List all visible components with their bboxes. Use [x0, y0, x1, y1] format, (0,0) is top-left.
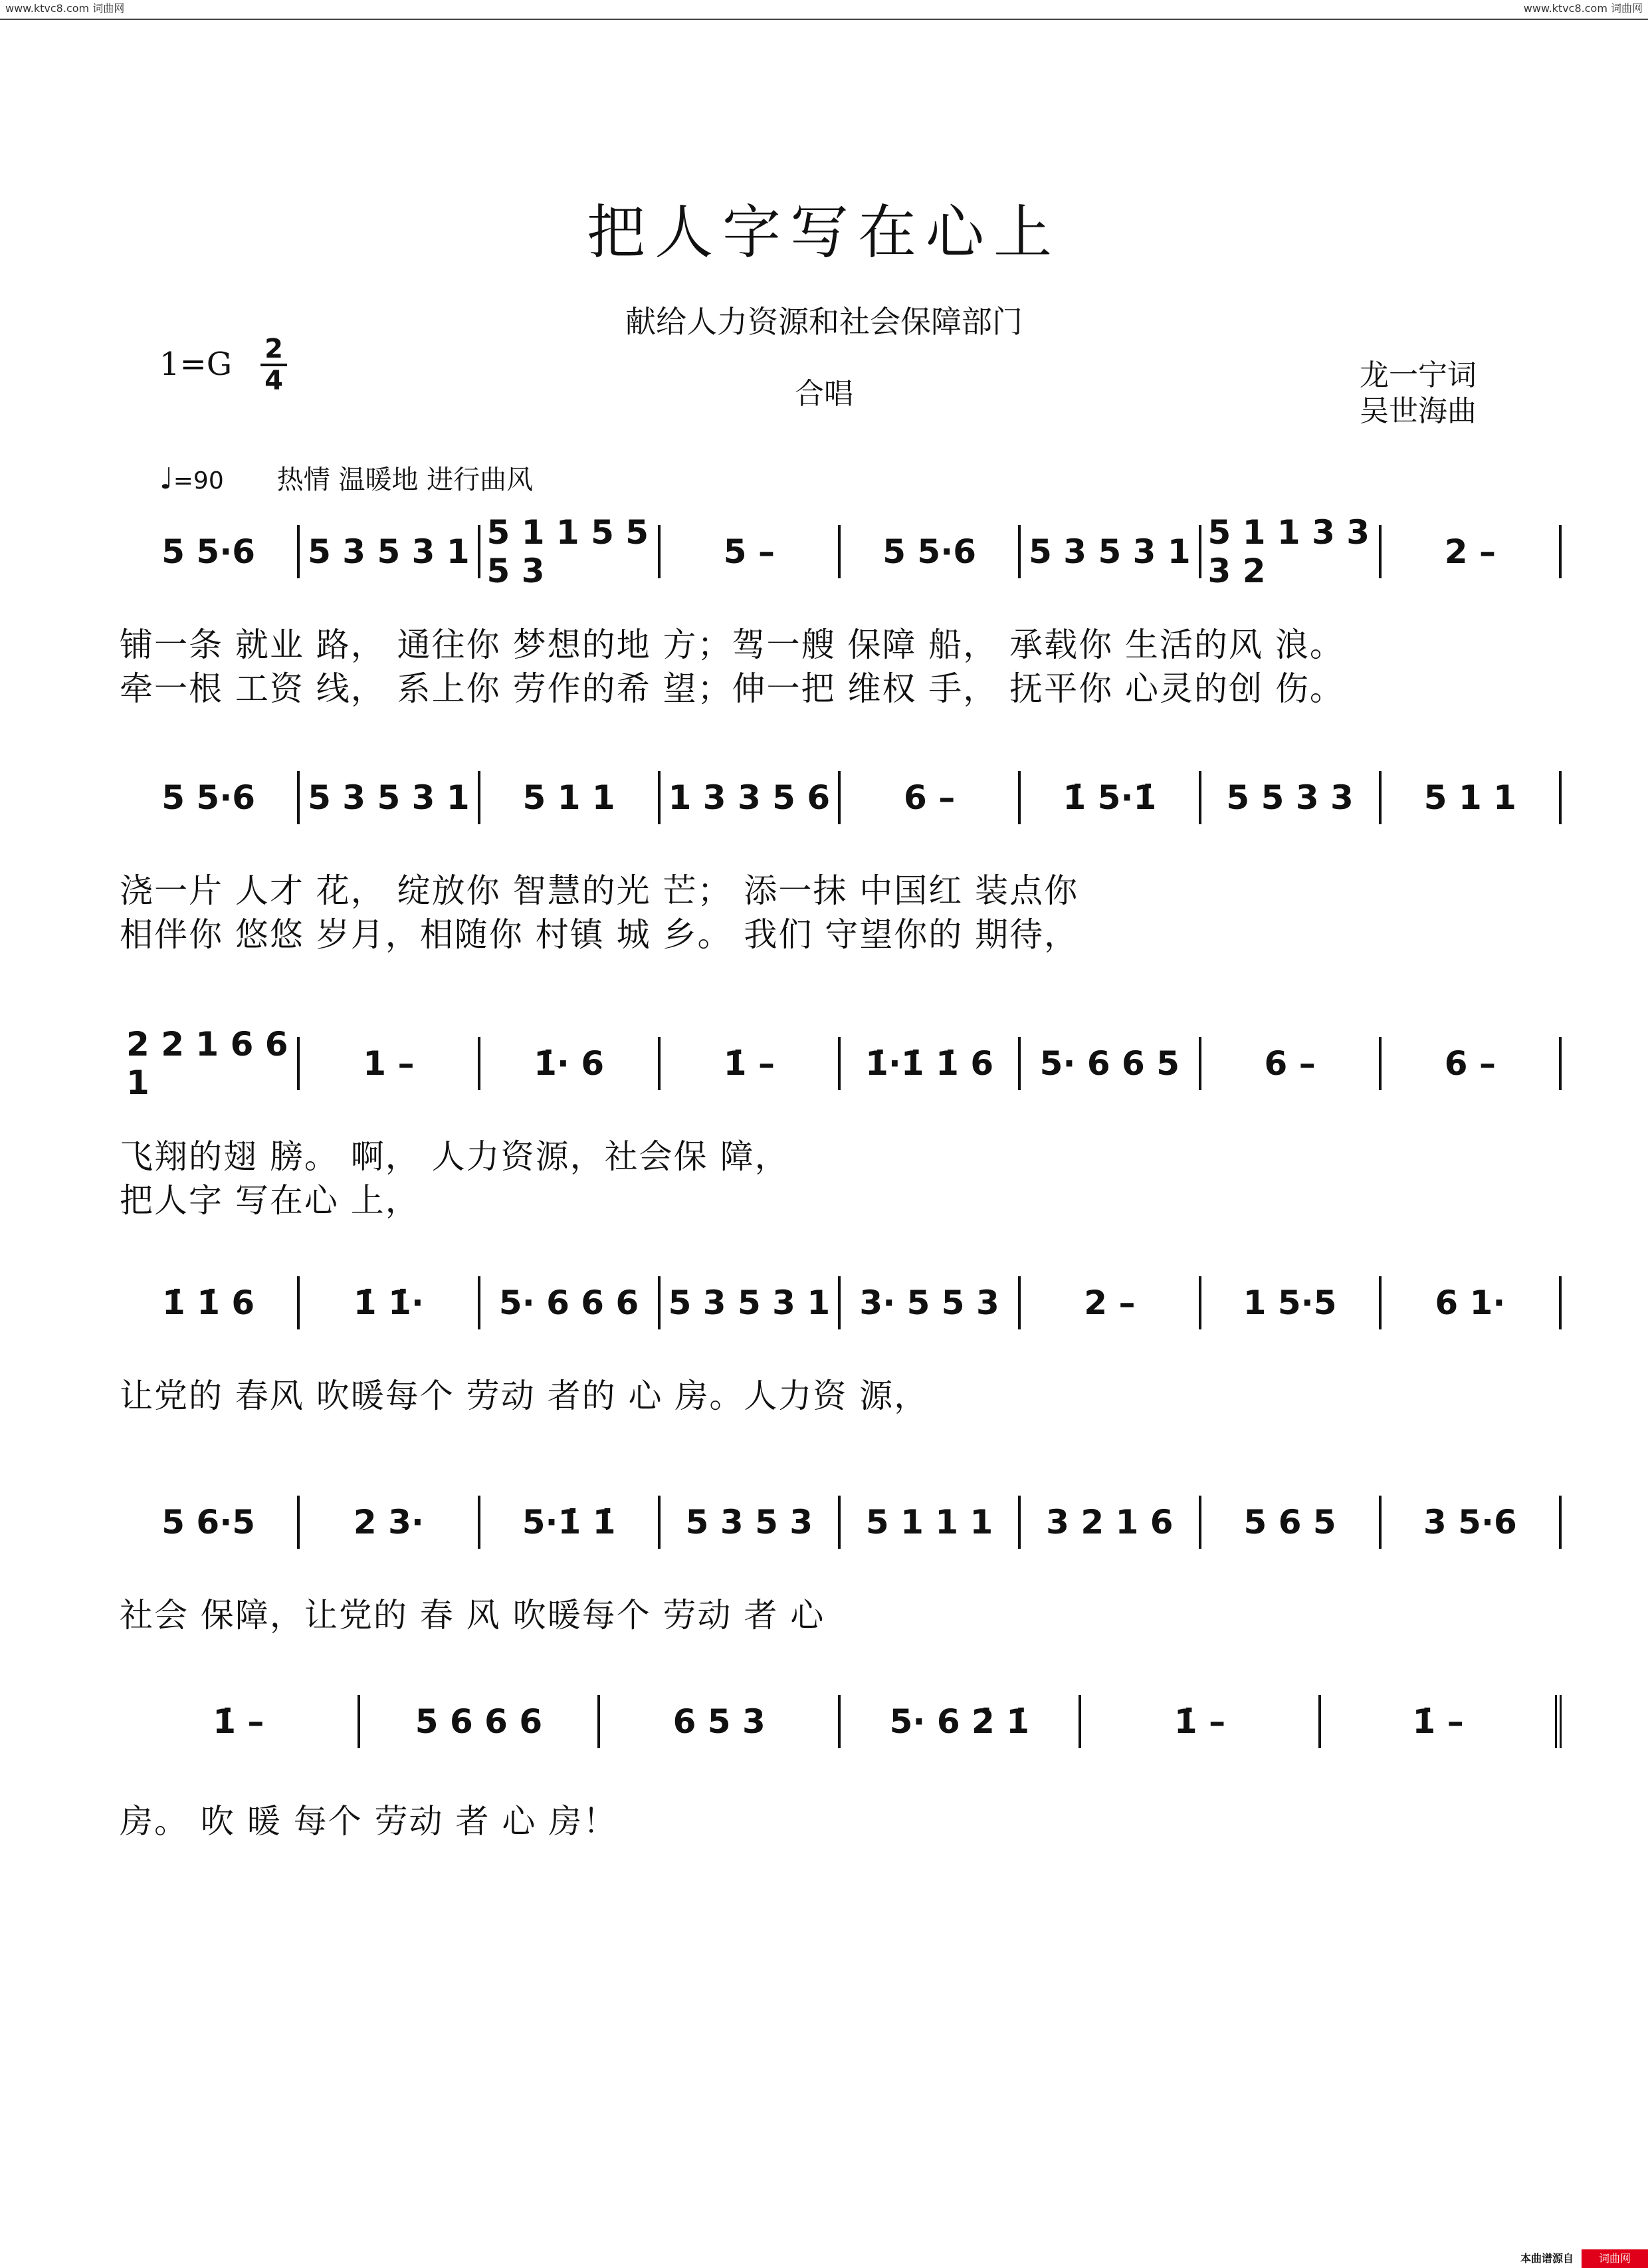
lyric-line: 浇一片 人才 花， 绽放你 智慧的光 芒； 添一抹 中国红 装点你	[120, 871, 1079, 910]
measure: 6 5 3	[600, 1695, 841, 1748]
header-left-text: www.ktvc8.com 词曲网	[5, 2, 125, 15]
measure: 1 3 3 5 6	[661, 771, 841, 824]
measure: 1̇ –	[661, 1037, 841, 1090]
voice-type: 合唱	[795, 377, 853, 411]
measure: 5 3 5 3	[661, 1496, 841, 1549]
notation-system	[120, 1025, 1562, 1102]
measure: 5·1̇ 1̇	[480, 1496, 661, 1549]
measure: 5 3 5 3 1	[661, 1276, 841, 1329]
measure: 5 1 1 1	[841, 1496, 1021, 1549]
song-title: 把人字写在心上	[586, 198, 1061, 267]
footer-logo: 词曲网	[1582, 2249, 1648, 2268]
measure: 5· 6 6 6	[480, 1276, 661, 1329]
measure: 5 3 5 3 1	[300, 771, 480, 824]
measure: 5 1 1 5 5 5 3	[480, 525, 661, 578]
lyric-line: 相伴你 悠悠 岁月，相随你 村镇 城 乡。 我们 守望你的 期待，	[120, 915, 1079, 954]
measure: 5· 6 2̇ 1̇	[841, 1695, 1081, 1748]
measure: 3· 5 5 3	[841, 1276, 1021, 1329]
measure: 5· 6 6 5	[1021, 1037, 1201, 1090]
measure: 5 5·6	[841, 525, 1021, 578]
lyric-line: 牵一根 工资 线， 系上你 劳作的希 望；伸一把 维权 手， 抚平你 心灵的创 伤。	[120, 669, 1344, 708]
measure: 1̇ –	[120, 1695, 360, 1748]
measure: 5 1 1 3 3 3 2	[1201, 525, 1382, 578]
measure: 2 2 1 6 6 1	[120, 1037, 300, 1090]
measure: 1 5·5	[1201, 1276, 1382, 1329]
header-right-text: www.ktvc8.com 词曲网	[1523, 2, 1643, 15]
measure: 1̇ –	[1081, 1695, 1322, 1748]
footer-text: 本曲谱源自	[1520, 2252, 1574, 2265]
notation-system	[120, 1276, 1562, 1329]
measure: 1̇ 1̇ 6	[120, 1276, 300, 1329]
lyric-line: 让党的 春风 吹暖每个 劳动 者的 心 房。人力资 源，	[120, 1377, 929, 1415]
lyric-line: 飞翔的翅 膀。 啊， 人力资源，社会保 障，	[120, 1137, 789, 1176]
header-divider	[0, 19, 1648, 20]
measure: 6 –	[1201, 1037, 1382, 1090]
measure: 2 –	[1021, 1276, 1201, 1329]
measure: 3 5·6	[1382, 1496, 1562, 1549]
measure: 6 –	[841, 771, 1021, 824]
measure: 5 3 5 3 1	[300, 525, 480, 578]
notation-system	[120, 1496, 1562, 1549]
measure: 5 5 3 3	[1201, 771, 1382, 824]
measure: 5 –	[661, 525, 841, 578]
measure: 5 6 5	[1201, 1496, 1382, 1549]
lyric-line: 把人字 写在心 上，	[120, 1181, 420, 1220]
time-denominator: 4	[264, 366, 283, 396]
time-numerator: 2	[264, 334, 283, 364]
measure: 5 6 6 6	[360, 1695, 601, 1748]
lyric-line: 社会 保障，让党的 春 风 吹暖每个 劳动 者 心	[120, 1596, 825, 1635]
key-signature: 1=G	[159, 346, 233, 383]
measure: 5 1 1	[1382, 771, 1562, 824]
measure: 2 –	[1382, 525, 1562, 578]
measure: 5 3 5 3 1	[1021, 525, 1201, 578]
measure: 2 3·	[300, 1496, 480, 1549]
lyric-line: 铺一条 就业 路， 通往你 梦想的地 方；驾一艘 保障 船， 承载你 生活的风 浪。	[120, 625, 1344, 664]
song-subtitle: 献给人力资源和社会保障部门	[625, 304, 1023, 340]
quarter-note-icon: ♩	[159, 462, 173, 496]
measure: 3 2 1 6	[1021, 1496, 1201, 1549]
measure: 5 1 1	[480, 771, 661, 824]
measure: 5 5·6	[120, 771, 300, 824]
tempo-marking	[159, 459, 533, 497]
notation-system	[120, 1695, 1562, 1748]
measure: 1 –	[300, 1037, 480, 1090]
measure: 1̇ 5·1̇	[1021, 771, 1201, 824]
measure: 5 6·5	[120, 1496, 300, 1549]
measure: 1̇· 6	[480, 1037, 661, 1090]
measure: 1̇ –	[1321, 1695, 1562, 1748]
composer-credit: 吴世海曲	[1360, 394, 1477, 428]
lyricist-credit: 龙一宁词	[1360, 358, 1477, 392]
notation-system	[120, 513, 1562, 590]
notation-system	[120, 771, 1562, 824]
measure: 1̇·1̇ 1̇ 6	[841, 1037, 1021, 1090]
measure: 6 1·	[1382, 1276, 1562, 1329]
measure: 5 5·6	[120, 525, 300, 578]
lyric-line: 房。 吹 暖 每个 劳动 者 心 房！	[120, 1802, 618, 1841]
measure: 6 –	[1382, 1037, 1562, 1090]
tempo-value: =90	[173, 467, 224, 495]
tempo-style: 热情 温暖地 进行曲风	[276, 465, 534, 495]
measure: 1̇ 1̇·	[300, 1276, 480, 1329]
